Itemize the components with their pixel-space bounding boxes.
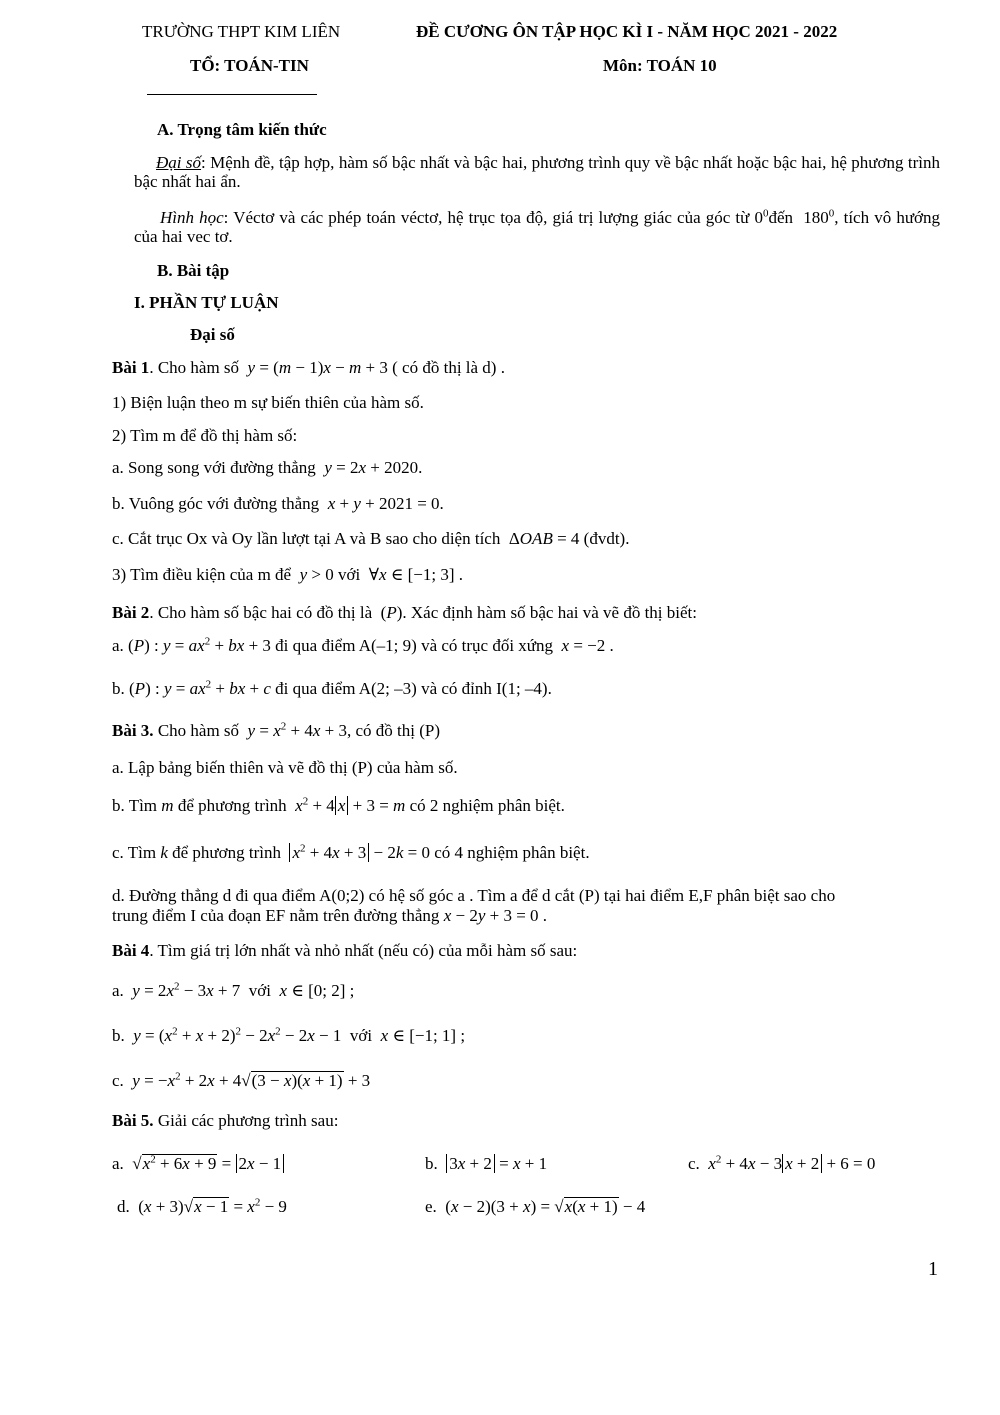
bai2-a: a. (P) : $y = ax^2$ + bx + 3 đi qua điểm A(–1; 9) và có trục đối xứng x = −2 . [112, 635, 614, 655]
bai1-q3: 3) Tìm điều kiện của m để y > 0 với ∀x ∈ [−1; 3] . [112, 565, 463, 584]
bai1-statement: Bài 1. Cho hàm số y = (m − 1)x − m + 3 ( có đồ thị là d) . [112, 358, 505, 377]
bai2-label: Bài 2 [112, 603, 150, 622]
header-divider [147, 94, 317, 95]
department-name: TỔ: TOÁN-TIN [190, 56, 309, 75]
part-heading: I. PHẦN TỰ LUẬN [134, 293, 279, 312]
hinh-hoc-text-2: đến [768, 208, 793, 227]
bai1-q2: 2) Tìm m để đồ thị hàm số: [112, 426, 298, 445]
bai1-label: Bài 1 [112, 358, 150, 377]
bai1-c: c. Cắt trục Ox và Oy lần lượt tại A và B sao cho diện tích ΔOAB = 4 (đvdt). [112, 529, 630, 548]
bai3-statement: Bài 3. Cho hàm số $y = x^2 + 4x + 3$, có đồ thị (P) [112, 720, 440, 740]
hinh-hoc-text-3: , tích vô hướng của hai vec tơ. [134, 208, 941, 246]
bai2-statement: Bài 2. Cho hàm số bậc hai có đồ thị là (P). Xác định hàm số bậc hai và vẽ đồ thị biết: [112, 603, 697, 622]
bai1-a: a. Song song với đường thẳng y = 2x + 2020. [112, 458, 423, 477]
dai-so-label: Đại số [156, 153, 202, 172]
hinh-hoc-label: Hình học [160, 208, 224, 227]
bai3-c: c. Tìm k để phương trình $x^2 + 4x + 3 - 2k = 0$ có 4 nghiệm phân biệt. [112, 842, 590, 862]
bai3-d-line2: trung điểm I của đoạn EF nằm trên đường thẳng x − 2y + 3 = 0 . [112, 906, 548, 925]
doc-title: ĐỀ CƯƠNG ÔN TẬP HỌC KÌ I - NĂM HỌC 2021 - 2022 [416, 22, 838, 41]
bai5-a: a. $√x^2 + 6x + 9 = 2x - 1$ [112, 1154, 284, 1174]
dai-so-text: : Mệnh đề, tập hợp, hàm số bậc nhất và bậc hai, phương trình quy về bậc nhất hoặc bậc hai, hệ phương trình bậc nhất hai ẩn. [134, 153, 941, 191]
bai5-d: d. $(x + 3)√x - 1 = x^2 - 9$ [117, 1196, 287, 1216]
bai2-b: b. (P) : $y = ax^2$ + bx + c đi qua điểm A(2; –3) và có đỉnh I(1; –4). [112, 678, 552, 698]
bai5-b: b. 3x + 2 = x + 1 [425, 1154, 548, 1173]
bai4-label: Bài 4 [112, 941, 150, 960]
bai4-b: b. $y = (x^2 + x + 2)^2 - 2x^2 - 2x - 1$ với x ∈ [−1; 1] ; [112, 1025, 466, 1045]
bai1-b: b. Vuông góc với đường thẳng x + y + 2021 = 0. [112, 494, 444, 513]
bai3-label: Bài 3. [112, 721, 154, 740]
bai4-statement: Bài 4. Tìm giá trị lớn nhất và nhỏ nhất (nếu có) của mỗi hàm số sau: [112, 941, 578, 960]
section-b-heading: B. Bài tập [157, 261, 230, 280]
hinh-hoc-summary: Hình học: Véctơ và các phép toán véctơ, hệ trục tọa độ, giá trị lượng giác của góc từ $0^0đến$ $180^0$, tích vô hướng của hai vec tơ. [134, 207, 941, 246]
bai5-c: c. $x^2 + 4x - 3$ x + 2 + 6 = 0 [688, 1153, 876, 1173]
bai1-q1: 1) Biện luận theo m sự biến thiên của hàm số. [112, 393, 424, 412]
dai-so-heading: Đại số [190, 325, 235, 344]
page-number: 1 [928, 1258, 938, 1280]
bai5-statement: Bài 5. Giải các phương trình sau: [112, 1111, 339, 1130]
subject-label: Môn: TOÁN 10 [603, 56, 717, 75]
dai-so-summary [134, 153, 940, 191]
school-name: TRƯỜNG THPT KIM LIÊN [142, 22, 341, 41]
bai3-d-line1: d. Đường thẳng d đi qua điểm A(0;2) có hệ số góc a . Tìm a để d cắt (P) tại hai điểm E,F phân biệt sao cho [112, 886, 836, 905]
bai5-label: Bài 5. [112, 1111, 154, 1130]
bai3-a: a. Lập bảng biến thiên và vẽ đồ thị (P) của hàm số. [112, 758, 458, 777]
hinh-hoc-text-1: : Véctơ và các phép toán véctơ, hệ trục tọa độ, giá trị lượng giác của góc từ [223, 208, 755, 227]
bai5-e: e. (x − 2)(3 + x) = √x(x + 1) − 4 [425, 1197, 646, 1216]
bai3-b: b. Tìm m để phương trình $x^2 + 4$ x + 3 = m có 2 nghiệm phân biệt. [112, 795, 565, 815]
section-a-heading: A. Trọng tâm kiến thức [157, 120, 327, 139]
bai4-a: a. $y = 2x^2 - 3x + 7$ với x ∈ [0; 2] ; [112, 980, 355, 1000]
bai4-c: c. $y = -x^2 + 2x + 4√(3 - x)(x + 1) + 3$ [112, 1070, 371, 1090]
